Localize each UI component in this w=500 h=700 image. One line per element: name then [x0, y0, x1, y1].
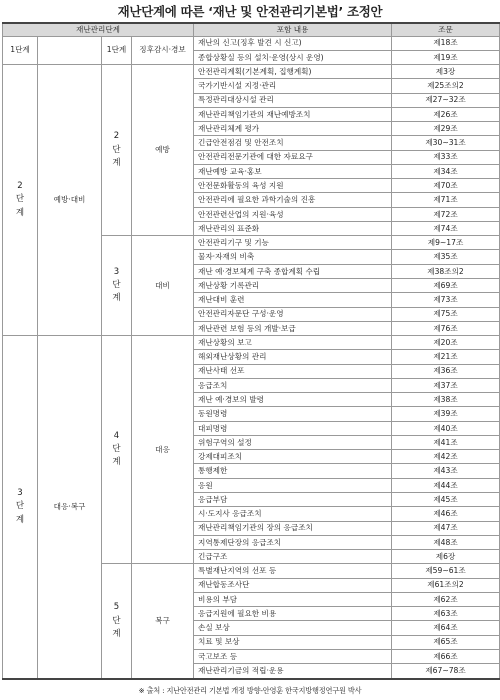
table-body — [3, 36, 500, 679]
page-title: 재난단계에 따른 ‘재난 및 안전관리기본법’ 조정안 — [117, 4, 383, 19]
item-text: 응원 — [194, 478, 392, 492]
article-text: 제25조의2 — [392, 79, 500, 93]
article-text: 제69조 — [392, 279, 500, 293]
sub-stage-4-name: 대응 — [132, 336, 194, 564]
item-text: 대피명령 — [194, 421, 392, 435]
item-text: 안전관리자문단 구성·운영 — [194, 307, 392, 321]
article-text: 제6장 — [392, 550, 500, 564]
item-text: 동원명령 — [194, 407, 392, 421]
sub-stage-2-name: 예방 — [132, 65, 194, 236]
item-text: 재난의 신고(징후 발견 시 신고) — [194, 36, 392, 50]
adjustment-table — [2, 22, 500, 680]
article-text: 제38조 — [392, 393, 500, 407]
item-text: 재난대비 훈련 — [194, 293, 392, 307]
item-text: 안전관리전문기관에 대한 자료요구 — [194, 150, 392, 164]
item-text: 재난관리의 표준화 — [194, 221, 392, 235]
article-text: 제66조 — [392, 649, 500, 663]
item-text: 재난관리체계 평가 — [194, 122, 392, 136]
article-text: 제76조 — [392, 321, 500, 335]
item-text: 재난상황의 보고 — [194, 336, 392, 350]
article-text: 제74조 — [392, 221, 500, 235]
article-text: 제44조 — [392, 478, 500, 492]
article-text: 제30~31조 — [392, 136, 500, 150]
stage-2-label: 2 단 계 — [3, 65, 38, 336]
item-text: 안전관련산업의 지원·육성 — [194, 207, 392, 221]
article-text: 제9~17조 — [392, 236, 500, 250]
item-text: 재난사태 선포 — [194, 364, 392, 378]
article-text: 제3장 — [392, 65, 500, 79]
article-text: 제39조 — [392, 407, 500, 421]
sub-stage-3-name: 대비 — [132, 236, 194, 336]
article-text: 제47조 — [392, 521, 500, 535]
item-text: 국가기반시설 지정·관리 — [194, 79, 392, 93]
article-text: 제48조 — [392, 535, 500, 549]
article-text: 제18조 — [392, 36, 500, 50]
item-text: 응급지원에 필요한 비용 — [194, 607, 392, 621]
item-text: 안전관리계획(기본계획, 집행계획) — [194, 65, 392, 79]
article-text: 제35조 — [392, 250, 500, 264]
header-stage: 재난관리단계 — [3, 23, 194, 36]
adjustment-table-wrapper — [2, 22, 499, 680]
sub-stage-5-label: 5 단 계 — [102, 564, 132, 679]
stage-3-name: 대응·복구 — [38, 336, 102, 679]
sub-stage-2-label: 2 단 계 — [102, 65, 132, 236]
article-text: 제36조 — [392, 364, 500, 378]
article-text: 제46조 — [392, 507, 500, 521]
article-text: 제63조 — [392, 607, 500, 621]
article-text: 제19조 — [392, 50, 500, 64]
article-text: 제61조의2 — [392, 578, 500, 592]
article-text: 제70조 — [392, 179, 500, 193]
article-text: 제64조 — [392, 621, 500, 635]
stage-2-name: 예방·대비 — [38, 65, 102, 336]
article-text: 제40조 — [392, 421, 500, 435]
article-text: 제21조 — [392, 350, 500, 364]
item-text: 재난관련 보험 등의 개발·보급 — [194, 321, 392, 335]
stage-1-label: 1단계 — [3, 36, 38, 65]
source-note: ※ 출처 : 지난안전관리 기본법 개정 방향-안영훈 한국지방행정연구원 박사 — [138, 686, 362, 695]
article-text: 제62조 — [392, 592, 500, 606]
article-text: 제59~61조 — [392, 564, 500, 578]
item-text: 안전문화활동의 육성 지원 — [194, 179, 392, 193]
item-text: 국고보조 등 — [194, 649, 392, 663]
article-text: 제67~78조 — [392, 664, 500, 679]
item-text: 재난 예·경보의 발령 — [194, 393, 392, 407]
item-text: 특별재난지역의 선포 등 — [194, 564, 392, 578]
item-text: 손실 보상 — [194, 621, 392, 635]
item-text: 위험구역의 설정 — [194, 435, 392, 449]
item-text: 재난예방 교육·홍보 — [194, 164, 392, 178]
article-text: 제37조 — [392, 378, 500, 392]
item-text: 비용의 부담 — [194, 592, 392, 606]
article-text: 제34조 — [392, 164, 500, 178]
sub-stage-1-label: 1단계 — [102, 36, 132, 65]
header-article: 조문 — [392, 23, 500, 36]
item-text: 종합상황실 등의 설치·운영(상시 운영) — [194, 50, 392, 64]
stage-3-label: 3 단 계 — [3, 336, 38, 679]
item-text: 재난관리책임기관의 장의 응급조치 — [194, 521, 392, 535]
article-text: 제27~32조 — [392, 93, 500, 107]
item-text: 안전관리기구 및 기능 — [194, 236, 392, 250]
header-row — [3, 23, 500, 36]
item-text: 응급조치 — [194, 378, 392, 392]
item-text: 지역통제단장의 응급조치 — [194, 535, 392, 549]
article-text: 제20조 — [392, 336, 500, 350]
item-text: 재난상황 기록관리 — [194, 279, 392, 293]
article-text: 제26조 — [392, 107, 500, 121]
table-row — [3, 36, 500, 50]
article-text: 제29조 — [392, 122, 500, 136]
article-text: 제45조 — [392, 493, 500, 507]
item-text: 강제대피조치 — [194, 450, 392, 464]
item-text: 재난관리책임기관의 재난예방조치 — [194, 107, 392, 121]
article-text: 제75조 — [392, 307, 500, 321]
item-text: 치료 및 보상 — [194, 635, 392, 649]
item-text: 특정관리대상시설 관리 — [194, 93, 392, 107]
item-text: 재난관리기금의 적립·운용 — [194, 664, 392, 679]
article-text: 제65조 — [392, 635, 500, 649]
article-text: 제33조 — [392, 150, 500, 164]
item-text: 시·도지사 응급조치 — [194, 507, 392, 521]
item-text: 재난합동조사단 — [194, 578, 392, 592]
sub-stage-3-label: 3 단 계 — [102, 236, 132, 336]
article-text: 제73조 — [392, 293, 500, 307]
stage-1-name-cell — [38, 36, 102, 65]
item-text: 해외재난상황의 관리 — [194, 350, 392, 364]
item-text: 응급부담 — [194, 493, 392, 507]
table-row — [3, 336, 500, 350]
item-text: 안전관리에 필요한 과학기술의 진흥 — [194, 193, 392, 207]
article-text: 제41조 — [392, 435, 500, 449]
sub-stage-1-name: 징후감시·경보 — [132, 36, 194, 65]
article-text: 제43조 — [392, 464, 500, 478]
sub-stage-5-name: 복구 — [132, 564, 194, 679]
article-text: 제42조 — [392, 450, 500, 464]
item-text: 재난 예·경보체계 구축 종합계획 수립 — [194, 264, 392, 278]
table-row — [3, 65, 500, 79]
item-text: 긴급구조 — [194, 550, 392, 564]
item-text: 통행제한 — [194, 464, 392, 478]
item-text: 물자·자재의 비축 — [194, 250, 392, 264]
sub-stage-4-label: 4 단 계 — [102, 336, 132, 564]
article-text: 제71조 — [392, 193, 500, 207]
header-content: 포함 내용 — [194, 23, 392, 36]
article-text: 제38조의2 — [392, 264, 500, 278]
article-text: 제72조 — [392, 207, 500, 221]
item-text: 긴급안전점검 및 안전조치 — [194, 136, 392, 150]
